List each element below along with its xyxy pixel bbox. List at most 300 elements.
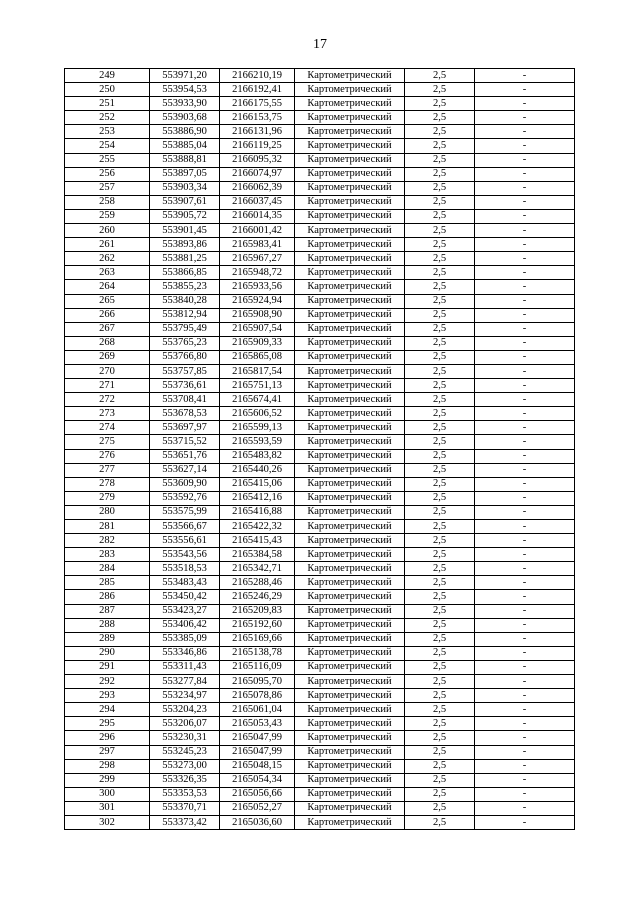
note-cell: - <box>475 759 575 773</box>
y-coordinate-cell: 2165209,83 <box>220 604 295 618</box>
point-number-cell: 298 <box>65 759 150 773</box>
y-coordinate-cell: 2165056,66 <box>220 787 295 801</box>
y-coordinate-cell: 2166131,96 <box>220 125 295 139</box>
accuracy-cell: 2,5 <box>405 364 475 378</box>
y-coordinate-cell: 2165415,06 <box>220 477 295 491</box>
accuracy-cell: 2,5 <box>405 238 475 252</box>
x-coordinate-cell: 553406,42 <box>150 618 220 632</box>
table-row <box>65 294 575 308</box>
table-row <box>65 379 575 393</box>
x-coordinate-cell: 553373,42 <box>150 815 220 829</box>
method-cell: Картометрический <box>295 689 405 703</box>
x-coordinate-cell: 553385,09 <box>150 632 220 646</box>
x-coordinate-cell: 553204,23 <box>150 703 220 717</box>
point-number-cell: 269 <box>65 350 150 364</box>
point-number-cell: 259 <box>65 209 150 223</box>
accuracy-cell: 2,5 <box>405 505 475 519</box>
note-cell: - <box>475 350 575 364</box>
y-coordinate-cell: 2165817,54 <box>220 364 295 378</box>
method-cell: Картометрический <box>295 167 405 181</box>
accuracy-cell: 2,5 <box>405 520 475 534</box>
accuracy-cell: 2,5 <box>405 252 475 266</box>
y-coordinate-cell: 2165116,09 <box>220 660 295 674</box>
y-coordinate-cell: 2166192,41 <box>220 83 295 97</box>
table-row <box>65 773 575 787</box>
y-coordinate-cell: 2165052,27 <box>220 801 295 815</box>
x-coordinate-cell: 553543,56 <box>150 548 220 562</box>
x-coordinate-cell: 553795,49 <box>150 322 220 336</box>
table-row <box>65 238 575 252</box>
table-row <box>65 562 575 576</box>
y-coordinate-cell: 2165599,13 <box>220 421 295 435</box>
note-cell: - <box>475 195 575 209</box>
y-coordinate-cell: 2165907,54 <box>220 322 295 336</box>
note-cell: - <box>475 280 575 294</box>
note-cell: - <box>475 294 575 308</box>
point-number-cell: 263 <box>65 266 150 280</box>
table-row <box>65 491 575 505</box>
accuracy-cell: 2,5 <box>405 421 475 435</box>
note-cell: - <box>475 660 575 674</box>
y-coordinate-cell: 2166153,75 <box>220 111 295 125</box>
point-number-cell: 274 <box>65 421 150 435</box>
table-row <box>65 195 575 209</box>
x-coordinate-cell: 553234,97 <box>150 689 220 703</box>
table-row <box>65 336 575 350</box>
y-coordinate-cell: 2165384,58 <box>220 548 295 562</box>
accuracy-cell: 2,5 <box>405 731 475 745</box>
method-cell: Картометрический <box>295 731 405 745</box>
y-coordinate-cell: 2165412,16 <box>220 491 295 505</box>
table-row <box>65 604 575 618</box>
method-cell: Картометрический <box>295 195 405 209</box>
note-cell: - <box>475 449 575 463</box>
accuracy-cell: 2,5 <box>405 717 475 731</box>
accuracy-cell: 2,5 <box>405 604 475 618</box>
x-coordinate-cell: 553277,84 <box>150 675 220 689</box>
x-coordinate-cell: 553353,53 <box>150 787 220 801</box>
coordinates-table <box>64 68 575 830</box>
point-number-cell: 255 <box>65 153 150 167</box>
note-cell: - <box>475 632 575 646</box>
table-row <box>65 266 575 280</box>
y-coordinate-cell: 2166095,32 <box>220 153 295 167</box>
x-coordinate-cell: 553273,00 <box>150 759 220 773</box>
method-cell: Картометрический <box>295 590 405 604</box>
x-coordinate-cell: 553954,53 <box>150 83 220 97</box>
method-cell: Картометрический <box>295 787 405 801</box>
point-number-cell: 294 <box>65 703 150 717</box>
x-coordinate-cell: 553483,43 <box>150 576 220 590</box>
note-cell: - <box>475 435 575 449</box>
x-coordinate-cell: 553423,27 <box>150 604 220 618</box>
method-cell: Картометрический <box>295 505 405 519</box>
method-cell: Картометрический <box>295 632 405 646</box>
y-coordinate-cell: 2166175,55 <box>220 97 295 111</box>
method-cell: Картометрический <box>295 477 405 491</box>
y-coordinate-cell: 2165865,08 <box>220 350 295 364</box>
y-coordinate-cell: 2166062,39 <box>220 181 295 195</box>
y-coordinate-cell: 2165169,66 <box>220 632 295 646</box>
method-cell: Картометрический <box>295 604 405 618</box>
note-cell: - <box>475 336 575 350</box>
x-coordinate-cell: 553812,94 <box>150 308 220 322</box>
accuracy-cell: 2,5 <box>405 787 475 801</box>
y-coordinate-cell: 2165054,34 <box>220 773 295 787</box>
note-cell: - <box>475 675 575 689</box>
point-number-cell: 290 <box>65 646 150 660</box>
method-cell: Картометрический <box>295 801 405 815</box>
table-row <box>65 759 575 773</box>
y-coordinate-cell: 2166074,97 <box>220 167 295 181</box>
x-coordinate-cell: 553346,86 <box>150 646 220 660</box>
table-row <box>65 393 575 407</box>
note-cell: - <box>475 491 575 505</box>
table-row <box>65 590 575 604</box>
method-cell: Картометрический <box>295 69 405 83</box>
note-cell: - <box>475 266 575 280</box>
method-cell: Картометрический <box>295 111 405 125</box>
method-cell: Картометрический <box>295 759 405 773</box>
x-coordinate-cell: 553765,23 <box>150 336 220 350</box>
table-row <box>65 350 575 364</box>
y-coordinate-cell: 2165192,60 <box>220 618 295 632</box>
note-cell: - <box>475 181 575 195</box>
y-coordinate-cell: 2165908,90 <box>220 308 295 322</box>
y-coordinate-cell: 2165061,04 <box>220 703 295 717</box>
method-cell: Картометрический <box>295 393 405 407</box>
accuracy-cell: 2,5 <box>405 745 475 759</box>
y-coordinate-cell: 2165036,60 <box>220 815 295 829</box>
point-number-cell: 296 <box>65 731 150 745</box>
table-row <box>65 111 575 125</box>
x-coordinate-cell: 553855,23 <box>150 280 220 294</box>
y-coordinate-cell: 2166210,19 <box>220 69 295 83</box>
table-row <box>65 689 575 703</box>
accuracy-cell: 2,5 <box>405 435 475 449</box>
note-cell: - <box>475 379 575 393</box>
y-coordinate-cell: 2165674,41 <box>220 393 295 407</box>
note-cell: - <box>475 815 575 829</box>
y-coordinate-cell: 2165983,41 <box>220 238 295 252</box>
y-coordinate-cell: 2165047,99 <box>220 745 295 759</box>
point-number-cell: 292 <box>65 675 150 689</box>
point-number-cell: 280 <box>65 505 150 519</box>
note-cell: - <box>475 153 575 167</box>
accuracy-cell: 2,5 <box>405 463 475 477</box>
method-cell: Картометрический <box>295 618 405 632</box>
table-row <box>65 322 575 336</box>
point-number-cell: 256 <box>65 167 150 181</box>
table-row <box>65 745 575 759</box>
table-row <box>65 618 575 632</box>
method-cell: Картометрический <box>295 745 405 759</box>
point-number-cell: 250 <box>65 83 150 97</box>
table-row <box>65 364 575 378</box>
method-cell: Картометрический <box>295 548 405 562</box>
method-cell: Картометрический <box>295 266 405 280</box>
x-coordinate-cell: 553651,76 <box>150 449 220 463</box>
table-row <box>65 463 575 477</box>
note-cell: - <box>475 393 575 407</box>
note-cell: - <box>475 787 575 801</box>
method-cell: Картометрический <box>295 139 405 153</box>
y-coordinate-cell: 2165416,88 <box>220 505 295 519</box>
point-number-cell: 277 <box>65 463 150 477</box>
y-coordinate-cell: 2165078,86 <box>220 689 295 703</box>
point-number-cell: 285 <box>65 576 150 590</box>
note-cell: - <box>475 604 575 618</box>
method-cell: Картометрический <box>295 491 405 505</box>
x-coordinate-cell: 553715,52 <box>150 435 220 449</box>
accuracy-cell: 2,5 <box>405 209 475 223</box>
note-cell: - <box>475 689 575 703</box>
table-row <box>65 97 575 111</box>
note-cell: - <box>475 238 575 252</box>
x-coordinate-cell: 553556,61 <box>150 534 220 548</box>
x-coordinate-cell: 553907,61 <box>150 195 220 209</box>
x-coordinate-cell: 553893,86 <box>150 238 220 252</box>
method-cell: Картометрический <box>295 238 405 252</box>
table-row <box>65 717 575 731</box>
method-cell: Картометрический <box>295 449 405 463</box>
accuracy-cell: 2,5 <box>405 534 475 548</box>
table-row <box>65 815 575 829</box>
accuracy-cell: 2,5 <box>405 69 475 83</box>
note-cell: - <box>475 477 575 491</box>
point-number-cell: 249 <box>65 69 150 83</box>
note-cell: - <box>475 421 575 435</box>
point-number-cell: 284 <box>65 562 150 576</box>
point-number-cell: 299 <box>65 773 150 787</box>
accuracy-cell: 2,5 <box>405 393 475 407</box>
point-number-cell: 251 <box>65 97 150 111</box>
accuracy-cell: 2,5 <box>405 111 475 125</box>
table-row <box>65 703 575 717</box>
x-coordinate-cell: 553326,35 <box>150 773 220 787</box>
accuracy-cell: 2,5 <box>405 181 475 195</box>
table-row <box>65 407 575 421</box>
point-number-cell: 268 <box>65 336 150 350</box>
accuracy-cell: 2,5 <box>405 336 475 350</box>
y-coordinate-cell: 2165948,72 <box>220 266 295 280</box>
y-coordinate-cell: 2165342,71 <box>220 562 295 576</box>
method-cell: Картометрический <box>295 646 405 660</box>
method-cell: Картометрический <box>295 294 405 308</box>
point-number-cell: 258 <box>65 195 150 209</box>
y-coordinate-cell: 2165440,26 <box>220 463 295 477</box>
note-cell: - <box>475 167 575 181</box>
method-cell: Картометрический <box>295 280 405 294</box>
point-number-cell: 264 <box>65 280 150 294</box>
table-row <box>65 69 575 83</box>
accuracy-cell: 2,5 <box>405 195 475 209</box>
accuracy-cell: 2,5 <box>405 139 475 153</box>
method-cell: Картометрический <box>295 773 405 787</box>
point-number-cell: 289 <box>65 632 150 646</box>
accuracy-cell: 2,5 <box>405 350 475 364</box>
note-cell: - <box>475 548 575 562</box>
point-number-cell: 266 <box>65 308 150 322</box>
table-row <box>65 181 575 195</box>
note-cell: - <box>475 224 575 238</box>
table-row <box>65 675 575 689</box>
point-number-cell: 270 <box>65 364 150 378</box>
method-cell: Картометрический <box>295 463 405 477</box>
y-coordinate-cell: 2165924,94 <box>220 294 295 308</box>
accuracy-cell: 2,5 <box>405 266 475 280</box>
point-number-cell: 262 <box>65 252 150 266</box>
note-cell: - <box>475 717 575 731</box>
point-number-cell: 297 <box>65 745 150 759</box>
x-coordinate-cell: 553245,23 <box>150 745 220 759</box>
table-row <box>65 125 575 139</box>
accuracy-cell: 2,5 <box>405 83 475 97</box>
x-coordinate-cell: 553592,76 <box>150 491 220 505</box>
table-row <box>65 224 575 238</box>
note-cell: - <box>475 505 575 519</box>
table-row <box>65 252 575 266</box>
point-number-cell: 265 <box>65 294 150 308</box>
point-number-cell: 272 <box>65 393 150 407</box>
note-cell: - <box>475 801 575 815</box>
x-coordinate-cell: 553903,68 <box>150 111 220 125</box>
accuracy-cell: 2,5 <box>405 632 475 646</box>
method-cell: Картометрический <box>295 703 405 717</box>
x-coordinate-cell: 553766,80 <box>150 350 220 364</box>
x-coordinate-cell: 553881,25 <box>150 252 220 266</box>
note-cell: - <box>475 125 575 139</box>
y-coordinate-cell: 2166037,45 <box>220 195 295 209</box>
accuracy-cell: 2,5 <box>405 646 475 660</box>
table-row <box>65 505 575 519</box>
note-cell: - <box>475 407 575 421</box>
method-cell: Картометрический <box>295 534 405 548</box>
point-number-cell: 276 <box>65 449 150 463</box>
method-cell: Картометрический <box>295 97 405 111</box>
y-coordinate-cell: 2165138,78 <box>220 646 295 660</box>
accuracy-cell: 2,5 <box>405 308 475 322</box>
y-coordinate-cell: 2165415,43 <box>220 534 295 548</box>
x-coordinate-cell: 553736,61 <box>150 379 220 393</box>
x-coordinate-cell: 553311,43 <box>150 660 220 674</box>
accuracy-cell: 2,5 <box>405 576 475 590</box>
note-cell: - <box>475 463 575 477</box>
x-coordinate-cell: 553609,90 <box>150 477 220 491</box>
method-cell: Картометрический <box>295 717 405 731</box>
accuracy-cell: 2,5 <box>405 491 475 505</box>
method-cell: Картометрический <box>295 252 405 266</box>
x-coordinate-cell: 553518,53 <box>150 562 220 576</box>
point-number-cell: 291 <box>65 660 150 674</box>
table-row <box>65 660 575 674</box>
x-coordinate-cell: 553897,05 <box>150 167 220 181</box>
x-coordinate-cell: 553866,85 <box>150 266 220 280</box>
point-number-cell: 283 <box>65 548 150 562</box>
y-coordinate-cell: 2165422,32 <box>220 520 295 534</box>
point-number-cell: 301 <box>65 801 150 815</box>
point-number-cell: 279 <box>65 491 150 505</box>
page-number: 17 <box>313 37 327 52</box>
y-coordinate-cell: 2165095,70 <box>220 675 295 689</box>
accuracy-cell: 2,5 <box>405 125 475 139</box>
table-row <box>65 548 575 562</box>
accuracy-cell: 2,5 <box>405 618 475 632</box>
x-coordinate-cell: 553575,99 <box>150 505 220 519</box>
table-row <box>65 421 575 435</box>
method-cell: Картометрический <box>295 815 405 829</box>
note-cell: - <box>475 576 575 590</box>
method-cell: Картометрический <box>295 379 405 393</box>
accuracy-cell: 2,5 <box>405 379 475 393</box>
method-cell: Картометрический <box>295 421 405 435</box>
y-coordinate-cell: 2165593,59 <box>220 435 295 449</box>
point-number-cell: 287 <box>65 604 150 618</box>
accuracy-cell: 2,5 <box>405 801 475 815</box>
point-number-cell: 261 <box>65 238 150 252</box>
point-number-cell: 253 <box>65 125 150 139</box>
table-row <box>65 209 575 223</box>
table-row <box>65 167 575 181</box>
point-number-cell: 300 <box>65 787 150 801</box>
x-coordinate-cell: 553708,41 <box>150 393 220 407</box>
method-cell: Картометрический <box>295 209 405 223</box>
method-cell: Картометрический <box>295 576 405 590</box>
x-coordinate-cell: 553905,72 <box>150 209 220 223</box>
note-cell: - <box>475 618 575 632</box>
y-coordinate-cell: 2165933,56 <box>220 280 295 294</box>
coordinates-table-body <box>65 69 575 830</box>
method-cell: Картометрический <box>295 435 405 449</box>
note-cell: - <box>475 252 575 266</box>
x-coordinate-cell: 553903,34 <box>150 181 220 195</box>
accuracy-cell: 2,5 <box>405 167 475 181</box>
y-coordinate-cell: 2165483,82 <box>220 449 295 463</box>
x-coordinate-cell: 553450,42 <box>150 590 220 604</box>
x-coordinate-cell: 553971,20 <box>150 69 220 83</box>
x-coordinate-cell: 553627,14 <box>150 463 220 477</box>
point-number-cell: 288 <box>65 618 150 632</box>
point-number-cell: 254 <box>65 139 150 153</box>
accuracy-cell: 2,5 <box>405 153 475 167</box>
method-cell: Картометрический <box>295 336 405 350</box>
note-cell: - <box>475 745 575 759</box>
note-cell: - <box>475 139 575 153</box>
point-number-cell: 252 <box>65 111 150 125</box>
point-number-cell: 260 <box>65 224 150 238</box>
y-coordinate-cell: 2165606,52 <box>220 407 295 421</box>
method-cell: Картометрический <box>295 83 405 97</box>
accuracy-cell: 2,5 <box>405 660 475 674</box>
method-cell: Картометрический <box>295 308 405 322</box>
point-number-cell: 267 <box>65 322 150 336</box>
y-coordinate-cell: 2165967,27 <box>220 252 295 266</box>
x-coordinate-cell: 553370,71 <box>150 801 220 815</box>
method-cell: Картометрический <box>295 562 405 576</box>
note-cell: - <box>475 562 575 576</box>
accuracy-cell: 2,5 <box>405 224 475 238</box>
table-row <box>65 449 575 463</box>
table-row <box>65 153 575 167</box>
x-coordinate-cell: 553566,67 <box>150 520 220 534</box>
table-row <box>65 139 575 153</box>
note-cell: - <box>475 111 575 125</box>
point-number-cell: 278 <box>65 477 150 491</box>
note-cell: - <box>475 97 575 111</box>
table-row <box>65 477 575 491</box>
x-coordinate-cell: 553840,28 <box>150 294 220 308</box>
method-cell: Картометрический <box>295 350 405 364</box>
